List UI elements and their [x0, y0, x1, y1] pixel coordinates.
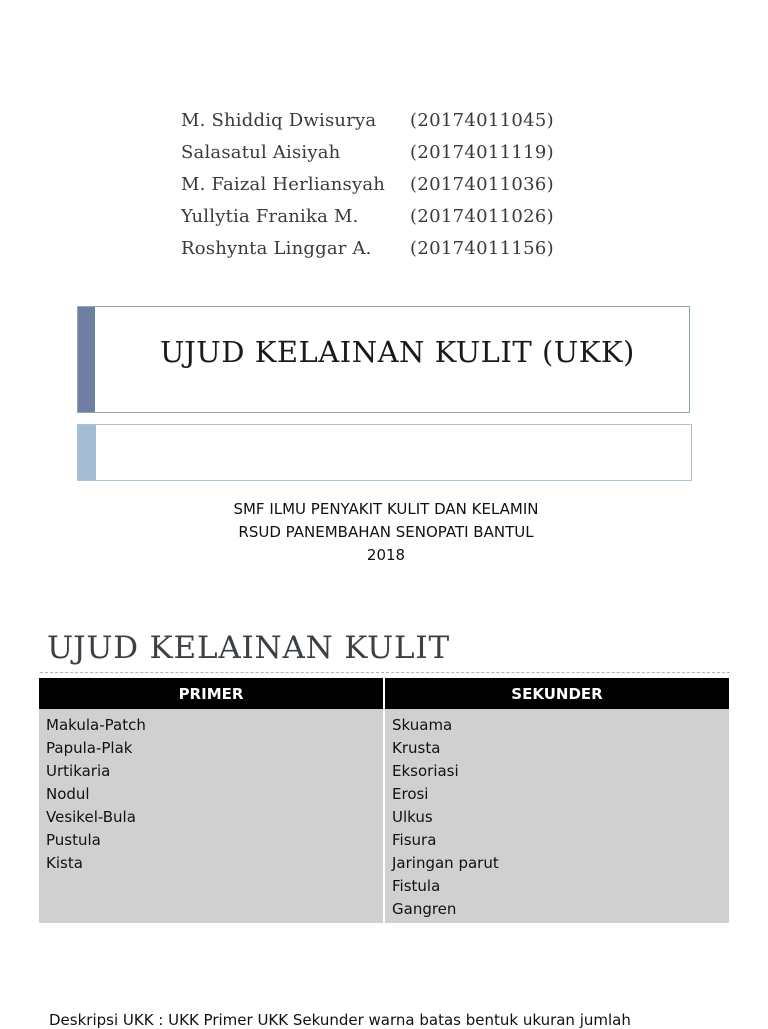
list-item: Fisura [392, 831, 437, 849]
description-text: Deskripsi UKK : UKK Primer UKK Sekunder warna batas bentuk ukuran jumlah [49, 1011, 631, 1029]
list-item: Eksoriasi [392, 762, 459, 780]
institution-hospital: RSUD PANEMBAHAN SENOPATI BANTUL [238, 523, 534, 541]
section-divider [40, 672, 730, 673]
author-row [181, 232, 554, 264]
list-item: Urtikaria [46, 762, 111, 780]
list-item: Makula-Patch [46, 716, 146, 734]
list-item: Vesikel-Bula [46, 808, 136, 826]
author-name: M. Shiddiq Dwisurya [181, 109, 377, 131]
author-list [181, 104, 554, 264]
section-title: UJUD KELAINAN KULIT [47, 630, 450, 666]
ukk-table [39, 678, 729, 923]
list-item: Fistula [392, 877, 441, 895]
author-name: Roshynta Linggar A. [181, 237, 372, 259]
author-row [181, 104, 554, 136]
header-sekunder: SEKUNDER [385, 678, 729, 709]
author-name: M. Faizal Herliansyah [181, 173, 386, 195]
author-name: Salasatul Aisiyah [181, 141, 341, 163]
list-item: Krusta [392, 739, 441, 757]
list-item: Nodul [46, 785, 90, 803]
list-item: Skuama [392, 716, 453, 734]
author-id: (20174011026) [410, 205, 554, 227]
header-primer: PRIMER [39, 678, 383, 709]
list-item: Jaringan parut [392, 854, 499, 872]
list-item: Papula-Plak [46, 739, 133, 757]
list-item: Kista [46, 854, 83, 872]
table-header-row [39, 678, 729, 709]
sekunder-cell [385, 709, 729, 923]
author-id: (20174011045) [410, 109, 554, 131]
institution-year: 2018 [366, 546, 406, 564]
table-body-row [39, 709, 729, 923]
title-box [77, 306, 690, 413]
institution-block [0, 498, 768, 567]
list-item: Gangren [392, 900, 457, 918]
list-item: Erosi [392, 785, 429, 803]
subtitle-box [77, 424, 692, 481]
author-row [181, 168, 554, 200]
author-name: Yullytia Franika M. [181, 205, 359, 227]
primer-cell [39, 709, 383, 923]
author-row [181, 136, 554, 168]
author-id: (20174011119) [410, 141, 554, 163]
title-accent-bar [78, 307, 95, 412]
slide-title: UJUD KELAINAN KULIT (UKK) [160, 335, 635, 369]
list-item: Ulkus [392, 808, 433, 826]
institution-department: SMF ILMU PENYAKIT KULIT DAN KELAMIN [233, 500, 539, 518]
author-id: (20174011036) [410, 173, 554, 195]
subtitle-accent-bar [78, 425, 96, 480]
list-item: Pustula [46, 831, 101, 849]
author-row [181, 200, 554, 232]
author-id: (20174011156) [410, 237, 554, 259]
